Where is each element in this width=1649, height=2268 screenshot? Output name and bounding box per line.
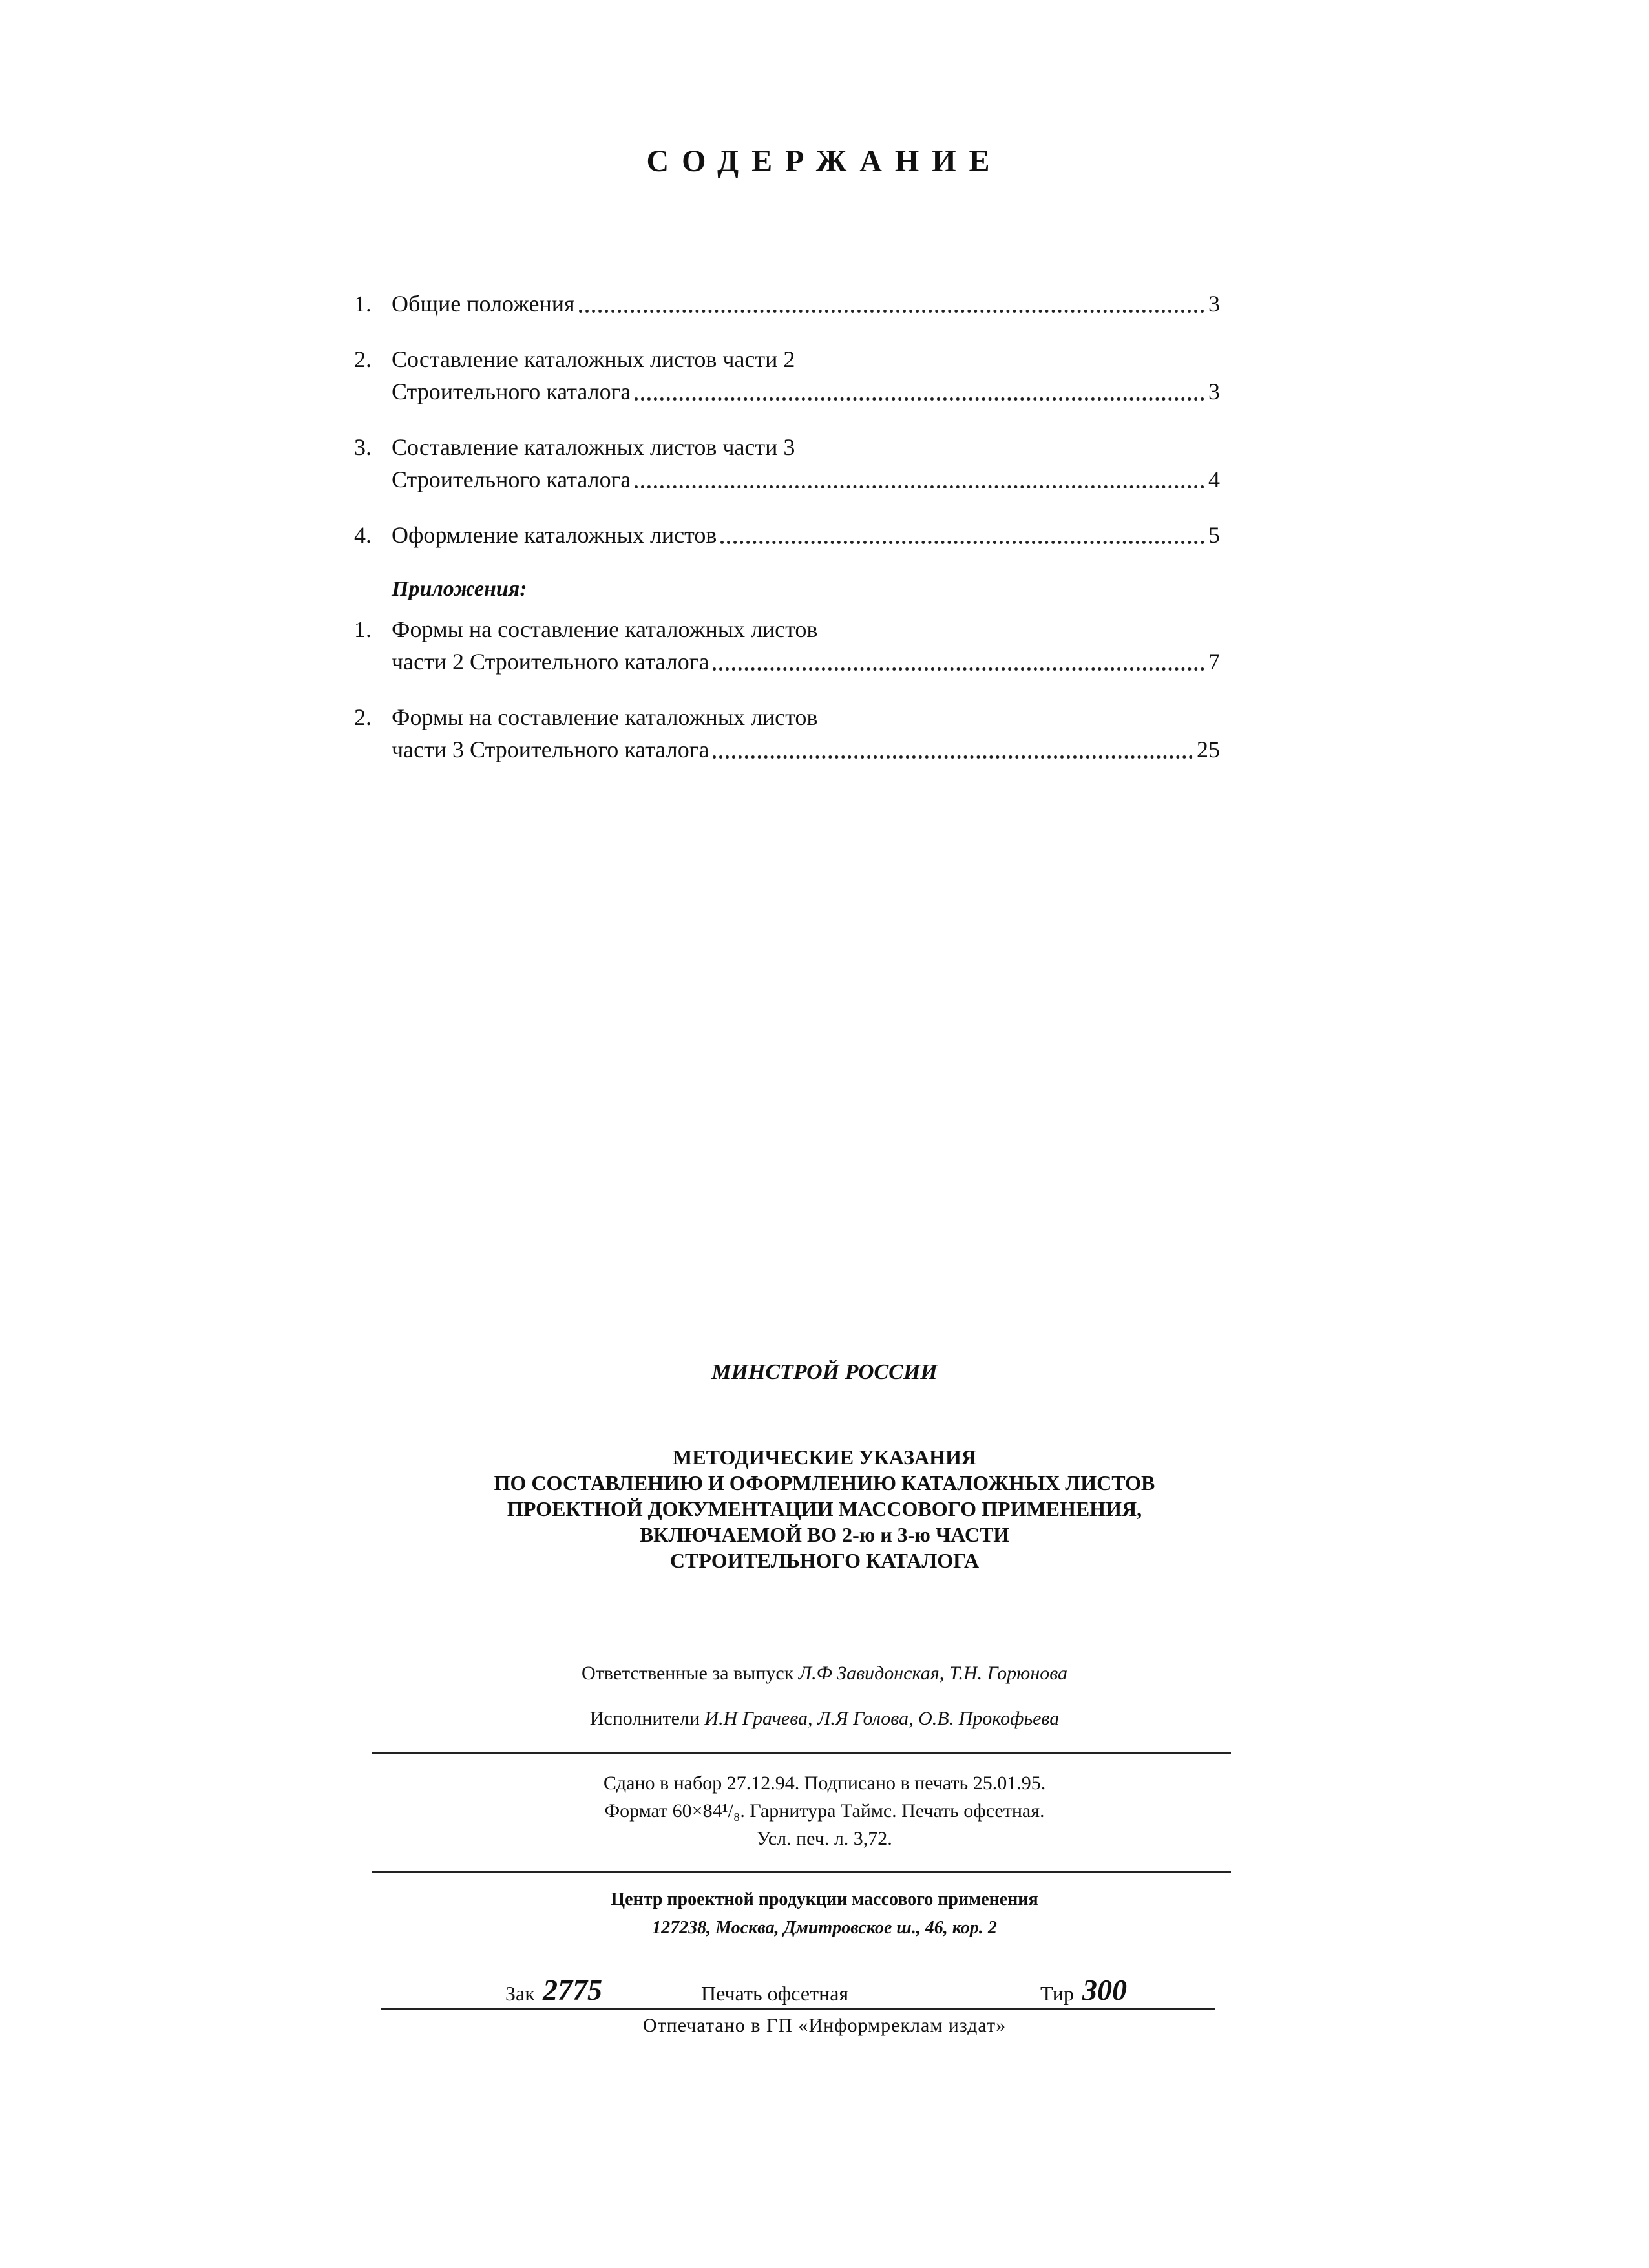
- book-title: [0, 1444, 1649, 1573]
- publisher-name: Центр проектной продукции массового применения: [611, 1889, 1038, 1909]
- toc-entry-3: [354, 431, 1220, 496]
- appendix-entry-1: [354, 613, 1220, 678]
- dot-leader: [579, 310, 1204, 313]
- toc-entry-text-line1: Составление каталожных листов части 3: [392, 434, 795, 460]
- toc-entry-number: 2.: [354, 704, 372, 730]
- toc-entry-number: 1.: [354, 616, 372, 642]
- toc-entry-number: 3.: [354, 434, 372, 460]
- toc-entry-page: 25: [1197, 737, 1220, 762]
- toc-entry-4: [354, 519, 1220, 551]
- toc-entry-text-line1: Формы на составление каталожных листов: [392, 616, 818, 642]
- toc-entry-number: 4.: [354, 522, 372, 548]
- executors-line: [0, 1696, 1649, 1741]
- print-info: [0, 1769, 1649, 1853]
- order-number: 2775: [543, 1973, 602, 2006]
- appendix-entry-2: [354, 701, 1220, 766]
- responsible-label: Ответственные за выпуск: [581, 1663, 794, 1684]
- credits: [0, 1651, 1649, 1741]
- print-info-line: Усл. печ. л. 3,72.: [757, 1828, 892, 1849]
- toc-entry-text: Строительного каталога: [392, 379, 631, 404]
- toc-entry-1: [354, 288, 1220, 320]
- order-label: Зак: [505, 1982, 535, 2005]
- publisher-address: 127238, Москва, Дмитровское ш., 46, кор. 2: [652, 1918, 997, 1938]
- book-title-line: ПО СОСТАВЛЕНИЮ И ОФОРМЛЕНИЮ КАТАЛОЖНЫХ ЛИСТОВ: [494, 1471, 1155, 1495]
- book-title-line: ПРОЕКТНОЙ ДОКУМЕНТАЦИИ МАССОВОГО ПРИМЕНЕНИЯ,: [507, 1497, 1142, 1520]
- appendix-heading: Приложения:: [392, 577, 527, 601]
- run-number: 300: [1082, 1973, 1127, 2006]
- ministry-name: МИНСТРОЙ РОССИИ: [711, 1360, 938, 1384]
- responsible-names: Л.Ф Завидонская, Т.Н. Горюнова: [798, 1663, 1068, 1684]
- divider: [372, 1871, 1231, 1873]
- divider: [372, 1752, 1231, 1754]
- dot-leader: [713, 755, 1193, 759]
- toc-entry-text: части 3 Строительного каталога: [392, 737, 709, 762]
- print-info-line: Сдано в набор 27.12.94. Подписано в печать 25.01.95.: [603, 1772, 1046, 1794]
- toc-entry-2: [354, 343, 1220, 408]
- dot-leader: [720, 541, 1204, 544]
- toc-entry-text: Общие положения: [392, 291, 575, 317]
- order-line: [381, 2008, 1215, 2010]
- toc-entry-page: 4: [1208, 467, 1220, 492]
- dot-leader: [635, 397, 1204, 401]
- toc-entry-number: 2.: [354, 346, 372, 372]
- toc-entry-text-line1: Формы на составление каталожных листов: [392, 704, 818, 730]
- book-title-line: МЕТОДИЧЕСКИЕ УКАЗАНИЯ: [673, 1445, 976, 1469]
- toc-title: СОДЕРЖАНИЕ: [646, 144, 1003, 178]
- executors-label: Исполнители: [589, 1708, 700, 1729]
- executors-names: И.Н Грачева, Л.Я Голова, О.В. Прокофьева: [704, 1708, 1060, 1729]
- toc-entry-page: 3: [1208, 291, 1220, 317]
- toc-entry-text: Строительного каталога: [392, 467, 631, 492]
- book-title-line: ВКЛЮЧАЕМОЙ ВО 2-ю и 3-ю ЧАСТИ: [639, 1523, 1010, 1546]
- order-row: [381, 1971, 1215, 2010]
- book-title-line: СТРОИТЕЛЬНОГО КАТАЛОГА: [669, 1549, 980, 1572]
- dot-leader: [635, 485, 1204, 488]
- toc-entry-text: части 2 Строительного каталога: [392, 649, 709, 675]
- publisher: [0, 1885, 1649, 1942]
- dot-leader: [713, 667, 1204, 671]
- print-info-line: Формат 60×84¹/₈. Гарнитура Таймс. Печать офсетная.: [604, 1800, 1045, 1822]
- run-label: Тир: [1040, 1982, 1074, 2005]
- toc-entry-number: 1.: [354, 291, 372, 317]
- table-of-contents: [354, 288, 1220, 766]
- responsible-line: [0, 1651, 1649, 1696]
- toc-entry-text-line1: Составление каталожных листов части 2: [392, 346, 795, 372]
- printed-by: Отпечатано в ГП «Информреклам издат»: [642, 2015, 1007, 2036]
- toc-entry-text: Оформление каталожных листов: [392, 522, 717, 548]
- print-type: Печать офсетная: [701, 1982, 849, 2005]
- toc-entry-page: 5: [1208, 522, 1220, 548]
- toc-entry-page: 3: [1208, 379, 1220, 404]
- toc-entry-page: 7: [1208, 649, 1220, 675]
